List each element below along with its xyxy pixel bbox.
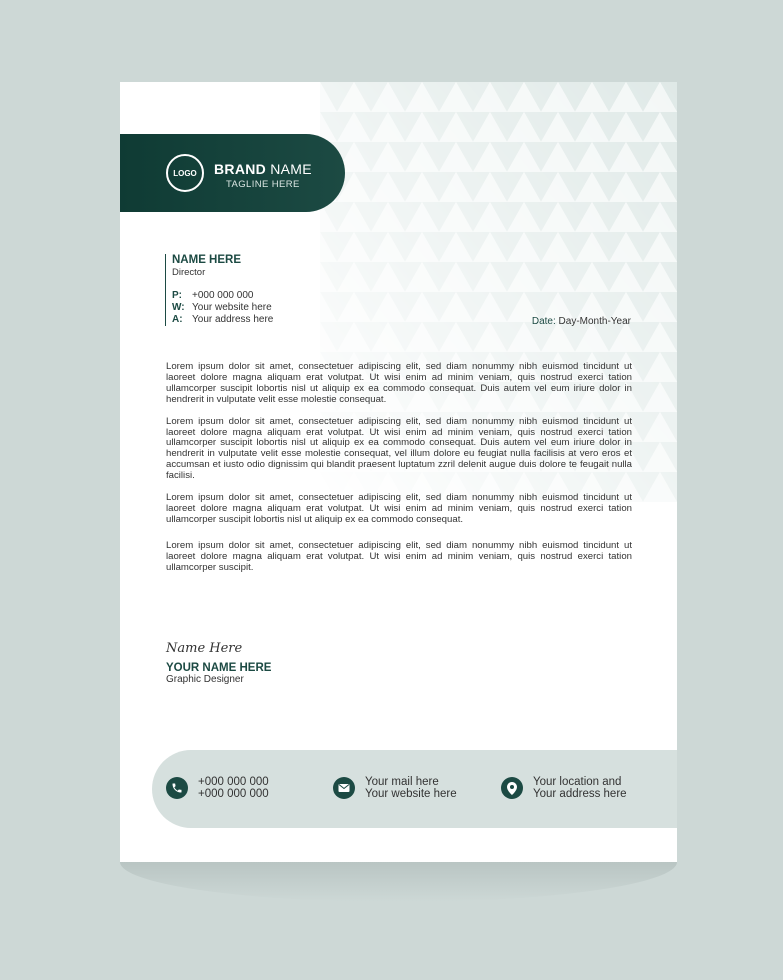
signature-script: Name Here [166,641,243,656]
sender-address: Your address here [192,314,274,325]
sender-address-row [172,314,273,326]
letterhead-page [120,82,677,862]
sender-phone: +000 000 000 [192,290,254,301]
brand-name [214,161,312,177]
signer-name: YOUR NAME HERE [166,662,272,674]
footer-bar [152,750,677,828]
signer-title: Graphic Designer [166,674,244,685]
paragraph-3: Lorem ipsum dolor sit amet, consectetuer adipiscing elit, sed diam nonummy nibh euismod tincidunt ut laoreet dolore magna aliquam erat volutpat. Ut wisi enim ad minim veniam, quis nostrud exerci tation ullamcorper suscipit lobortis nisl ut aliquip ex ea commodo consequat. [166,492,632,525]
logo-text: LOGO [173,168,197,178]
sender-phone-row [172,290,273,302]
paragraph-1: Lorem ipsum dolor sit amet, consectetuer adipiscing elit, sed diam nonummy nibh euismod tincidunt ut laoreet dolore magna aliquam erat volutpat. Ut wisi enim ad minim veniam, quis nostrud exerci tation ullamcorper suscipit lobortis nisl ut aliquip ex ea commodo consequat. Duis autem vel eum iriure dolor in hendrerit in vulputate velit esse molestie consequat. [166,361,632,405]
footer-website-text: Your website here [365,788,457,800]
sender-web: Your website here [192,302,272,313]
brand-banner [120,134,345,212]
phone-key: P: [172,290,182,301]
footer-mail [333,776,457,800]
date-value: Day-Month-Year [558,316,631,327]
footer-address-text: Your address here [533,788,627,800]
sender-name: NAME HERE [172,254,242,266]
footer-location-text: Your location and [533,776,622,788]
paragraph-4: Lorem ipsum dolor sit amet, consectetuer adipiscing elit, sed diam nonummy nibh euismod tincidunt ut laoreet dolore magna aliquam erat volutpat. Ut wisi enim ad minim veniam, quis nostrud exerci tation ullamcorper suscipit. [166,539,632,573]
page-shadow [120,862,677,902]
brand-tagline: TAGLINE HERE [226,179,300,190]
sender-title: Director [172,267,206,278]
brand-name-rest: NAME [266,161,312,177]
sender-block [165,254,273,326]
paragraph-2: Lorem ipsum dolor sit amet, consectetuer adipiscing elit, sed diam nonummy nibh euismod tincidunt ut laoreet dolore magna aliquam erat volutpat. Ut wisi enim ad minim veniam, quis nostrud exerci tation ullamcorper suscipit lobortis nisl ut aliquip ex ea commodo consequat. Duis autem vel eum iriure dolor in hendrerit in vulputate velit esse molestie consequat, vel illum dolore eu feugiat nulla facilisis at vero eros et accumsan et iusto odio dignissim qui blandit praesent luptatum zzril delenit augue duis dolore te feugait nulla facilisi. [166,415,632,482]
phone-icon [166,777,188,799]
address-key: A: [172,314,183,325]
mail-icon [333,777,355,799]
footer-phone [166,776,269,800]
location-pin-icon [501,777,523,799]
footer-phone-2: +000 000 000 [198,788,269,800]
web-key: W: [172,302,185,313]
letter-body [166,362,632,585]
date-label: Date: [531,316,556,327]
logo-badge [166,154,204,192]
footer-location [501,776,627,800]
brand-name-bold: BRAND [214,161,267,177]
sender-web-row [172,302,273,314]
footer-phone-1: +000 000 000 [198,776,269,788]
date-line [532,316,631,327]
footer-mail-text: Your mail here [365,776,439,788]
